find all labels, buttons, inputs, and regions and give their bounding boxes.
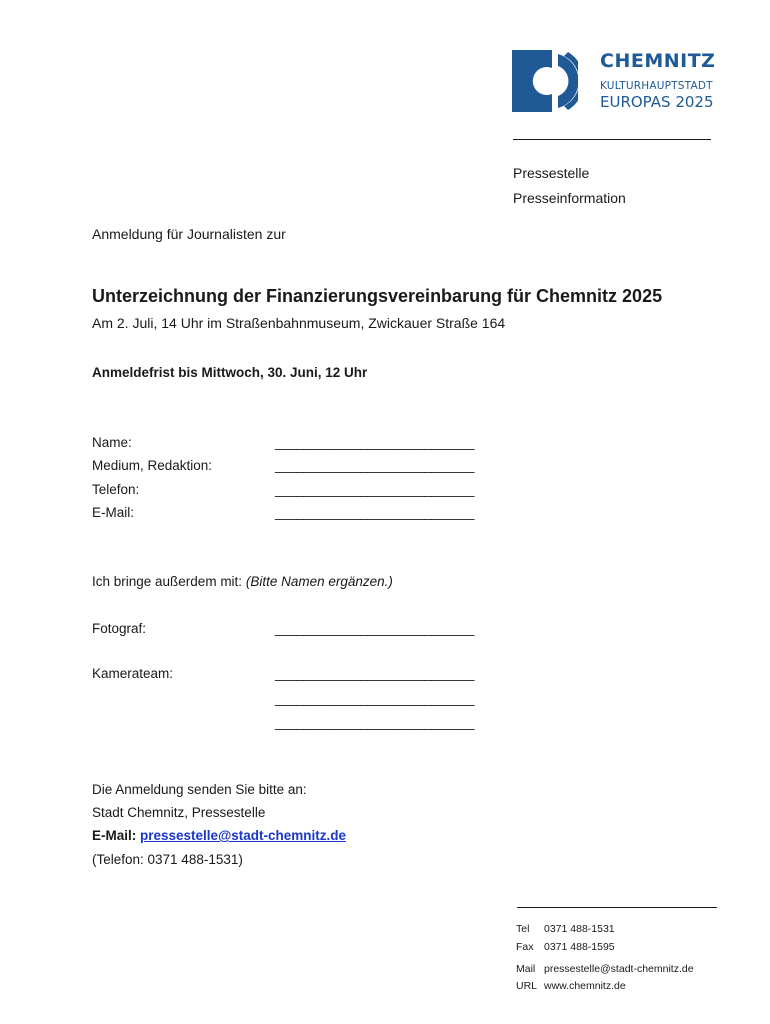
field-line-name[interactable]: ____________________________	[275, 435, 475, 450]
footer-url-label: URL	[516, 980, 538, 992]
send-to-office: Stadt Chemnitz, Pressestelle	[92, 805, 266, 820]
extras-heading	[92, 573, 393, 590]
field-label-email: E-Mail:	[92, 505, 135, 520]
send-to-heading: Die Anmeldung senden Sie bitte an:	[92, 782, 307, 797]
field-line-fotograf[interactable]: ____________________________	[275, 621, 475, 636]
field-label-kamerateam: Kamerateam:	[92, 666, 174, 681]
extras-hint: (Bitte Namen ergänzen.)	[245, 574, 393, 589]
footer-fax-value: 0371 488-1595	[544, 941, 615, 953]
footer-divider	[517, 907, 717, 908]
footer-mail-value[interactable]: pressestelle@stadt-chemnitz.de	[544, 963, 694, 975]
send-to-phone: (Telefon: 0371 488-1531)	[92, 852, 243, 867]
field-line-telefon[interactable]: ____________________________	[275, 482, 475, 497]
intro-text: Anmeldung für Journalisten zur	[92, 226, 286, 242]
send-to-email-row	[92, 827, 346, 844]
field-label-telefon: Telefon:	[92, 482, 140, 497]
footer-tel-label: Tel	[516, 923, 530, 935]
send-to-email-label: E-Mail:	[92, 828, 141, 843]
registration-deadline: Anmeldefrist bis Mittwoch, 30. Juni, 12 Uhr	[92, 365, 368, 380]
field-line-email[interactable]: ____________________________	[275, 505, 475, 520]
footer-fax-label: Fax	[516, 941, 534, 953]
field-label-name: Name:	[92, 435, 132, 450]
document-type: Presseinformation	[513, 190, 626, 206]
logo-subtitle: KULTURHAUPTSTADT	[600, 80, 713, 92]
field-label-fotograf: Fotograf:	[92, 621, 147, 636]
field-line-medium[interactable]: ____________________________	[275, 458, 475, 473]
chemnitz-c-logo-icon	[512, 50, 578, 112]
extras-lead: Ich bringe außerdem mit:	[92, 574, 246, 589]
logo-city-name: CHEMNITZ	[600, 50, 716, 72]
footer-mail-label: Mail	[516, 963, 536, 975]
field-line-kamerateam-2[interactable]: ____________________________	[275, 691, 475, 706]
header-divider	[513, 139, 711, 140]
department-name: Pressestelle	[513, 165, 590, 181]
chemnitz-logo	[512, 50, 722, 114]
field-line-kamerateam-1[interactable]: ____________________________	[275, 666, 475, 681]
field-line-kamerateam-3[interactable]: ____________________________	[275, 715, 475, 730]
event-subtitle: Am 2. Juli, 14 Uhr im Straßenbahnmuseum, Zwickauer Straße 164	[92, 315, 506, 331]
footer-url-value[interactable]: www.chemnitz.de	[544, 980, 626, 992]
field-label-medium: Medium, Redaktion:	[92, 458, 213, 473]
event-title: Unterzeichnung der Finanzierungsvereinbarung für Chemnitz 2025	[92, 286, 663, 306]
send-to-email-link[interactable]: pressestelle@stadt-chemnitz.de	[140, 828, 346, 843]
footer-tel-value: 0371 488-1531	[544, 923, 615, 935]
logo-year: EUROPAS 2025	[600, 93, 714, 111]
